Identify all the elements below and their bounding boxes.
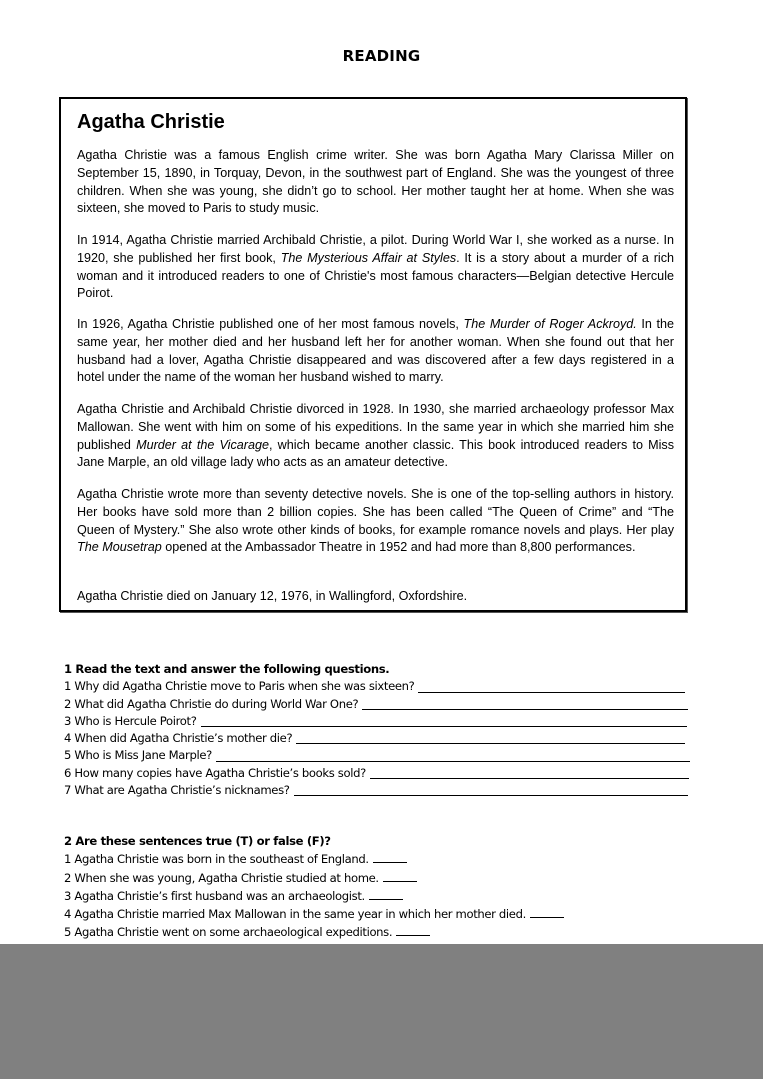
passage-title: Agatha Christie — [77, 111, 225, 133]
statement-row — [64, 850, 694, 868]
statement-text: 3 Agatha Christie’s first husband was an archaeologist. — [64, 888, 365, 903]
paragraph-text: In 1926, Agatha Christie published one of her most famous novels, — [77, 317, 464, 331]
question-text: 5 Who is Miss Jane Marple? — [64, 748, 212, 763]
statement-row — [64, 887, 694, 905]
question-text: 1 Why did Agatha Christie move to Paris when she was sixteen? — [64, 679, 415, 694]
reading-passage-box — [59, 97, 687, 612]
answer-blank[interactable] — [383, 869, 417, 882]
exercise-true-false — [64, 833, 694, 959]
answer-blank[interactable] — [530, 905, 564, 918]
book-title: The Murder of Roger Ackroyd. — [463, 317, 637, 331]
statement-text: 1 Agatha Christie was born in the southeast of England. — [64, 852, 369, 867]
passage-paragraph — [77, 486, 674, 557]
answer-line[interactable] — [201, 713, 687, 727]
statement-text: 4 Agatha Christie married Max Mallowan in the same year in which her mother died. — [64, 907, 526, 922]
paragraph-text: Agatha Christie was a famous English crime writer. She was born Agatha Mary Clarissa Miller on September 15, 1890, in Torquay, Devon, in the southwest part of England. She was the youngest of three children. When she was young, she didn’t go to school. Her mother taught her at home. When she was sixteen, she moved to Paris to study music. — [77, 148, 674, 216]
question-row — [64, 782, 688, 799]
gray-overlay — [0, 944, 763, 1079]
question-row — [64, 747, 690, 764]
statement-text: 5 Agatha Christie went on some archaeological expeditions. — [64, 925, 393, 940]
question-text: 6 How many copies have Agatha Christie’s books sold? — [64, 765, 366, 780]
paragraph-text: Agatha Christie and Archibald Christie divorced in 1928. In 1930, she married archaeology professor Max Mallowan. She went with him on some of his expeditions. In the same year in which she married him she published — [77, 402, 674, 452]
paragraph-text: , which became another classic. This book introduced readers to Miss Jane Marple, an old village lady who acts as an amateur detective. — [77, 437, 675, 470]
question-row — [64, 678, 685, 695]
question-text: 7 What are Agatha Christie’s nicknames? — [64, 783, 290, 798]
statement-text: 2 When she was young, Agatha Christie studied at home. — [64, 870, 379, 885]
answer-line[interactable] — [370, 765, 689, 779]
paragraph-text: In 1914, Agatha Christie married Archibald Christie, a pilot. During World War I, she worked as a nurse. In 1920, she published her first book, — [77, 233, 674, 265]
passage-paragraph — [77, 232, 674, 303]
page-title: READING — [342, 47, 421, 65]
statement-row — [64, 905, 694, 923]
answer-line[interactable] — [296, 730, 685, 744]
paragraph-text: . It is a story about a murder of a rich woman and it introduced readers to one of Christie's most famous characters—Belgian detective Hercule Poirot. — [77, 250, 674, 301]
question-row — [64, 730, 685, 747]
passage-paragraph — [77, 401, 674, 472]
question-text: 3 Who is Hercule Poirot? — [64, 713, 197, 728]
passage-paragraph — [77, 316, 674, 387]
question-text: 4 When did Agatha Christie’s mother die? — [64, 731, 293, 746]
question-row — [64, 713, 687, 730]
exercise-heading: 2 Are these sentences true (T) or false (F)? — [64, 834, 331, 848]
answer-blank[interactable] — [373, 850, 407, 863]
question-text: 2 What did Agatha Christie do during World War One? — [64, 696, 359, 711]
answer-blank[interactable] — [369, 887, 403, 900]
paragraph-text: In the same year, her mother died and her husband left her for another woman. When she found out that her husband had a lover, Agatha Christie disappeared and was discovered after a few days registered in a hotel under the name of the woman her husband wished to marry. — [77, 317, 674, 385]
paragraph-text: Agatha Christie wrote more than seventy detective novels. She is one of the top-selling authors in history. Her books have sold more than 2 billion copies. She has been called “The Queen of Crime” and “The Queen of Mystery.” She also wrote other kinds of books, for example romance novels and plays. Her play — [77, 487, 674, 537]
answer-line[interactable] — [362, 696, 688, 710]
answer-blank[interactable] — [396, 923, 430, 936]
book-title: The Mysterious Affair at Styles — [280, 250, 457, 265]
passage-paragraph — [77, 588, 674, 606]
question-row — [64, 765, 689, 782]
answer-line[interactable] — [294, 782, 688, 796]
paragraph-text: Agatha Christie died on January 12, 1976, in Wallingford, Oxfordshire. — [77, 589, 468, 603]
answer-line[interactable] — [418, 678, 685, 692]
play-title: The Mousetrap — [77, 540, 162, 555]
book-title: Murder at the Vicarage — [136, 437, 269, 452]
exercise-questions — [64, 661, 694, 799]
paragraph-text: opened at the Ambassador Theatre in 1952 and had more than 8,800 performances. — [161, 540, 636, 555]
passage-paragraph — [77, 147, 674, 218]
question-row — [64, 696, 688, 713]
statement-row — [64, 869, 694, 887]
statement-row — [64, 923, 694, 941]
exercise-heading: 1 Read the text and answer the following questions. — [64, 662, 390, 676]
answer-line[interactable] — [216, 747, 690, 761]
